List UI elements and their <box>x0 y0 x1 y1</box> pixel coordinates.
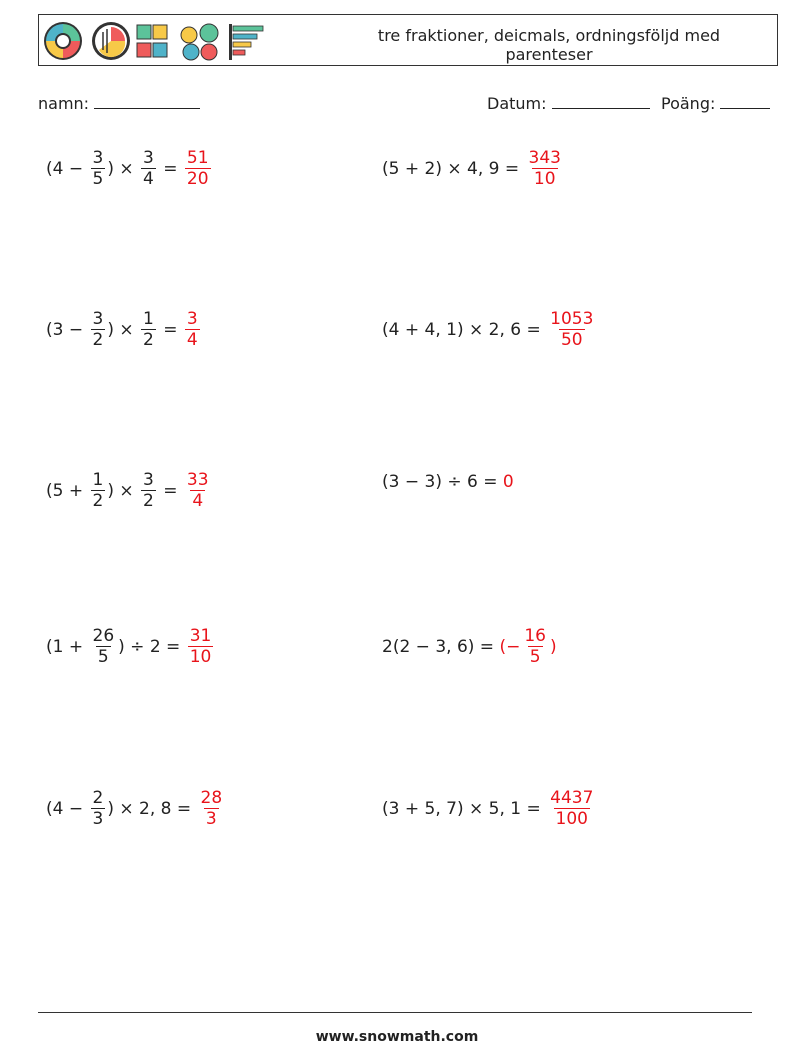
equals-sign: = <box>521 798 547 819</box>
answer <box>546 788 597 829</box>
numerator: 16 <box>524 626 546 646</box>
footer-url[interactable]: www.snowmath.com <box>315 1029 479 1045</box>
equals-sign: = <box>477 472 503 492</box>
text-part: ) ÷ 2 <box>118 636 161 657</box>
fraction <box>185 470 211 511</box>
fraction <box>91 148 106 189</box>
worksheet-logo <box>43 20 265 62</box>
problem-9 <box>46 788 226 829</box>
numerator: 26 <box>92 626 115 646</box>
text-part: ) × <box>107 158 140 179</box>
problem-5 <box>46 470 213 511</box>
date-blank[interactable] <box>552 94 650 109</box>
puzzle-icon <box>137 25 167 57</box>
fraction <box>185 148 211 189</box>
numerator: 1 <box>143 309 154 329</box>
score-label: Poäng: <box>661 94 716 113</box>
text-part: (5 + <box>46 480 89 501</box>
date-field <box>487 94 650 113</box>
fraction <box>91 470 106 511</box>
text-part: ) × 2, 8 <box>107 798 172 819</box>
text-part: ) × <box>107 319 140 340</box>
name-blank[interactable] <box>94 94 200 109</box>
numerator: 3 <box>143 470 154 490</box>
fraction <box>91 788 106 829</box>
text-part: 2(2 − 3, 6) <box>382 636 475 657</box>
numerator: 1 <box>92 470 104 490</box>
fraction <box>185 309 200 350</box>
equals-sign: = <box>171 798 197 819</box>
answer <box>546 309 597 350</box>
fraction <box>199 788 225 829</box>
answer <box>525 148 565 189</box>
equals-sign: = <box>157 480 183 501</box>
denominator: 20 <box>186 169 209 189</box>
denominator: 2 <box>143 330 154 350</box>
score-blank[interactable] <box>720 94 770 109</box>
problem-7 <box>46 626 215 667</box>
text-part: (3 + 5, 7) × 5, 1 <box>382 798 522 819</box>
equals-sign: = <box>157 158 183 179</box>
problem-1 <box>46 148 213 189</box>
text-part: (4 − <box>46 158 89 179</box>
text-part: (3 − <box>46 319 89 340</box>
equals-sign: = <box>157 319 183 340</box>
denominator: 5 <box>97 647 109 667</box>
fraction <box>141 470 156 511</box>
denominator: 5 <box>529 647 541 667</box>
answer: 0 <box>502 472 514 492</box>
fraction <box>141 309 156 350</box>
answer <box>183 470 213 511</box>
fraction <box>141 148 156 189</box>
score-field <box>661 94 770 113</box>
answer <box>499 626 556 667</box>
numerator: 3 <box>186 309 198 329</box>
denominator: 100 <box>555 809 588 829</box>
equals-sign: = <box>160 636 186 657</box>
numerator: 4437 <box>550 788 594 808</box>
numerator: 2 <box>92 788 104 808</box>
fraction <box>91 309 106 350</box>
fraction <box>548 788 595 829</box>
numerator: 31 <box>189 626 212 646</box>
numerator: 3 <box>143 148 154 168</box>
bar-chart-icon <box>229 24 263 60</box>
donut-chart-icon <box>44 22 82 60</box>
number-bubbles-icon <box>181 24 218 60</box>
name-label: namn: <box>38 94 90 113</box>
answer <box>197 788 227 829</box>
fraction <box>548 309 595 350</box>
numerator: 1053 <box>550 309 594 329</box>
numerator: 343 <box>528 148 561 168</box>
denominator: 2 <box>143 491 154 511</box>
denominator: 3 <box>92 809 104 829</box>
denominator: 2 <box>92 491 104 511</box>
answer <box>183 148 213 189</box>
problem-10 <box>382 788 597 829</box>
denominator: 50 <box>560 330 583 350</box>
footer-divider <box>38 1012 752 1013</box>
problem-8 <box>382 626 557 667</box>
date-label: Datum: <box>487 94 547 113</box>
denominator: 10 <box>533 169 556 189</box>
denominator: 4 <box>143 169 154 189</box>
denominator: 3 <box>205 809 217 829</box>
problem-3 <box>46 309 202 350</box>
answer <box>186 626 216 667</box>
answer-prefix: (− <box>499 636 521 657</box>
denominator: 2 <box>92 330 104 350</box>
numerator: 3 <box>92 309 104 329</box>
denominator: 10 <box>189 647 212 667</box>
equals-sign: = <box>521 319 547 340</box>
fraction <box>522 626 548 667</box>
text-part: ) × <box>107 480 140 501</box>
text-part: (1 + <box>46 636 89 657</box>
fraction <box>188 626 214 667</box>
pie-chart-icon <box>92 22 130 60</box>
text-part: (5 + 2) × 4, 9 <box>382 158 500 179</box>
equals-sign: = <box>499 158 525 179</box>
numerator: 33 <box>186 470 209 490</box>
page-title: tre fraktioner, deicmals, ordningsföljd med parenteser <box>377 26 721 64</box>
text-part: (4 − <box>46 798 89 819</box>
answer <box>183 309 202 350</box>
fraction <box>527 148 563 189</box>
text-part: (4 + 4, 1) × 2, 6 <box>382 319 522 340</box>
name-field <box>38 94 200 113</box>
numerator: 3 <box>92 148 104 168</box>
header-box <box>38 14 778 66</box>
equals-sign: = <box>474 636 500 657</box>
denominator: 5 <box>92 169 104 189</box>
numerator: 28 <box>200 788 223 808</box>
denominator: 4 <box>192 491 204 511</box>
fraction <box>91 626 117 667</box>
problem-6 <box>382 470 514 494</box>
problem-4 <box>382 309 597 350</box>
numerator: 51 <box>186 148 209 168</box>
problem-2 <box>382 148 565 189</box>
text-part: (3 − 3) ÷ 6 <box>382 472 478 492</box>
denominator: 4 <box>186 330 198 350</box>
answer-suffix: ) <box>549 636 557 657</box>
